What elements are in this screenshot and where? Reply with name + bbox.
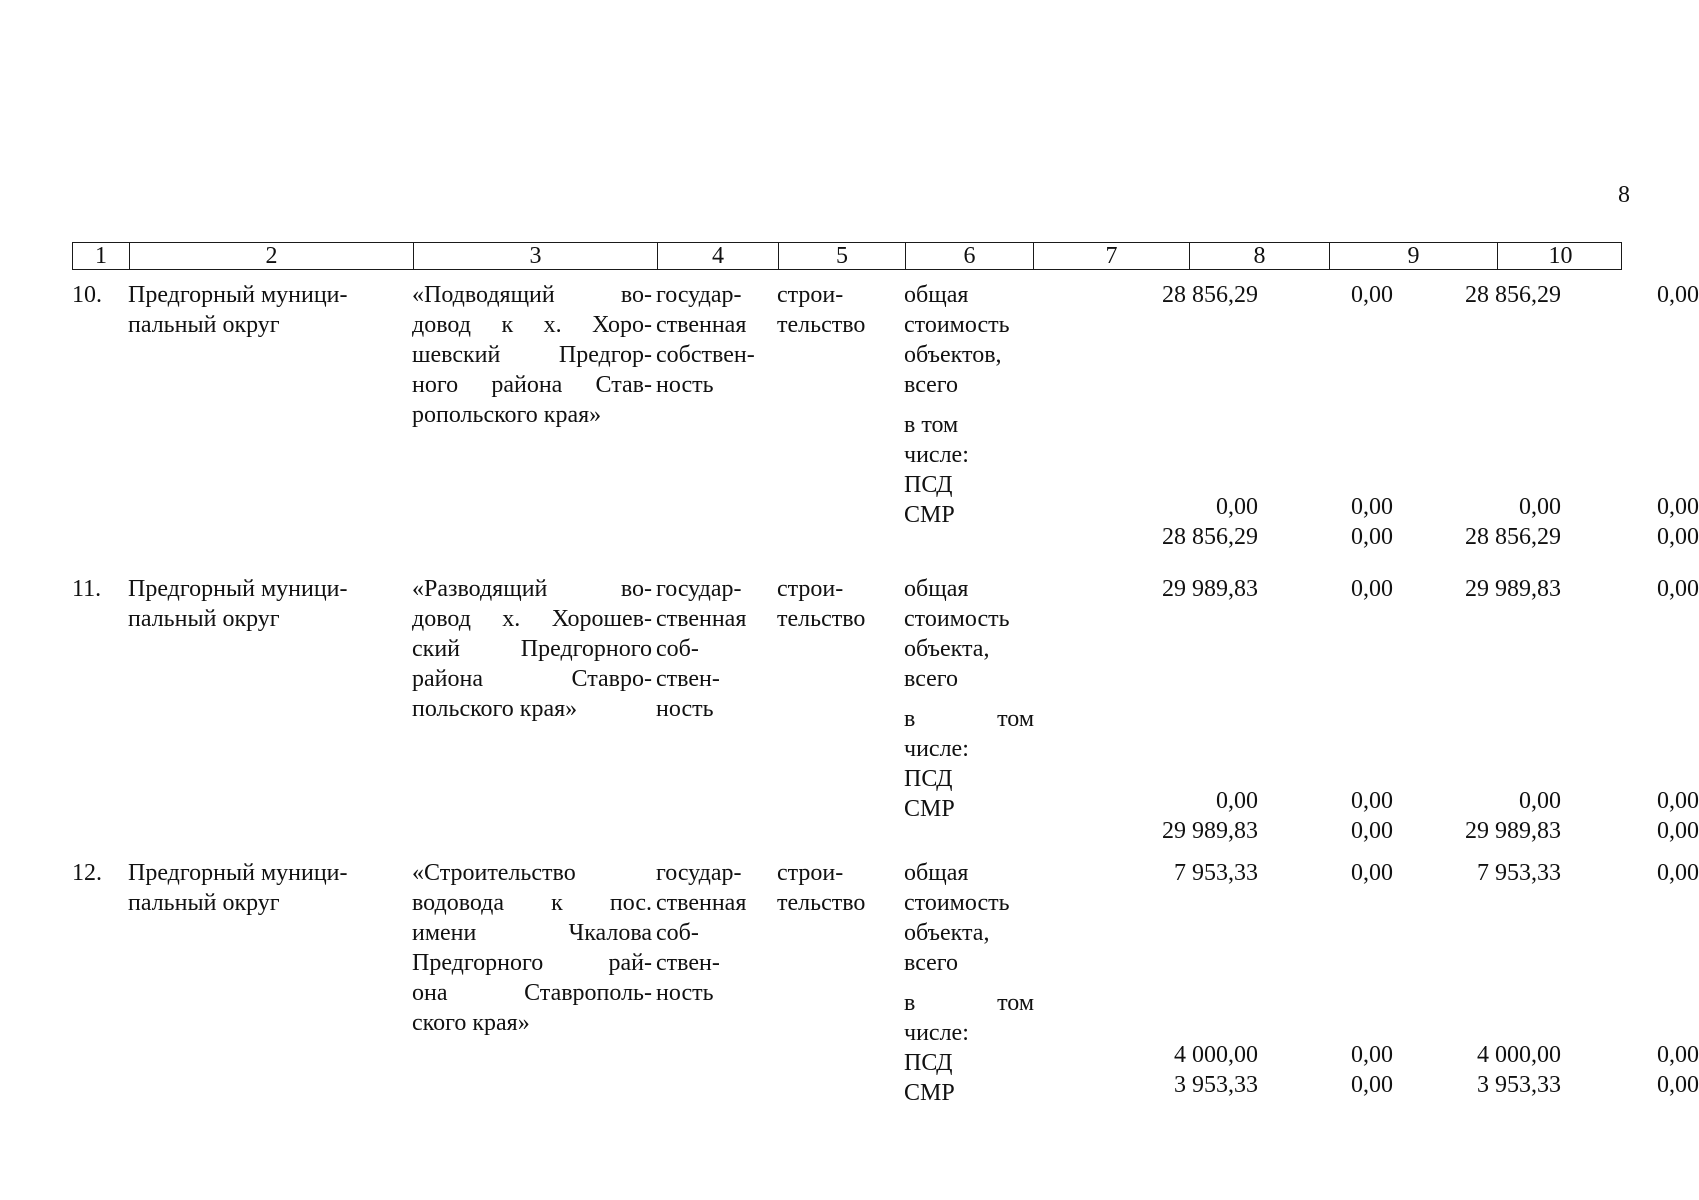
ownership-line: соб- [656, 920, 699, 946]
municipality-line: пальный округ [128, 312, 280, 338]
psd-value: 4 000,00 [1477, 1042, 1561, 1068]
total-value: 0,00 [1351, 860, 1393, 886]
smr-label: СМР [904, 796, 955, 822]
object-line: «Разводящий во- [412, 576, 652, 602]
cost-label-cell [904, 858, 1034, 1108]
incl-label-line: числе: [904, 442, 969, 468]
table-row [72, 280, 1699, 560]
object-line: «Подводящий во- [412, 282, 652, 308]
table-row [72, 574, 1699, 844]
psd-value: 0,00 [1216, 788, 1258, 814]
header-col-5: 5 [778, 243, 905, 269]
col7-values [1040, 280, 1258, 552]
object-line: шевский Предгор- [412, 342, 652, 368]
total-value: 0,00 [1657, 576, 1699, 602]
total-value: 28 856,29 [1465, 282, 1561, 308]
municipality-line: Предгорный муници- [128, 576, 348, 602]
ownership-cell [656, 574, 786, 724]
ownership-cell [656, 858, 786, 1008]
ownership-line: ность [656, 980, 714, 1006]
cost-label-line: стоимость [904, 606, 1010, 632]
ownership-line: ствен- [656, 950, 720, 976]
row-number: 11. [72, 576, 102, 602]
incl-label-line: числе: [904, 1020, 969, 1046]
ownership-line: ность [656, 696, 714, 722]
cost-label-line: общая [904, 282, 969, 308]
work-type-line: тельство [777, 312, 866, 338]
work-type-line: строи- [777, 282, 844, 308]
municipality-cell [128, 858, 398, 918]
page-number: 8 [1618, 182, 1630, 208]
psd-label: ПСД [904, 1050, 953, 1076]
cost-label-cell [904, 574, 1034, 824]
header-col-2: 2 [129, 243, 413, 269]
smr-value: 0,00 [1657, 818, 1699, 844]
header-col-6: 6 [905, 243, 1033, 269]
ownership-line: ность [656, 372, 714, 398]
cost-label-line: общая [904, 576, 969, 602]
smr-value: 0,00 [1657, 524, 1699, 550]
cost-label-line: объектов, [904, 342, 1002, 368]
object-line: района Ставро- [412, 666, 652, 692]
header-col-9: 9 [1329, 243, 1497, 269]
ownership-line: ственная [656, 606, 747, 632]
row-number: 10. [72, 282, 102, 308]
cost-label-line: всего [904, 372, 959, 398]
smr-label: СМР [904, 502, 955, 528]
psd-label: ПСД [904, 472, 953, 498]
cost-label-line: объекта, [904, 920, 990, 946]
ownership-line: ственная [656, 890, 747, 916]
psd-value: 0,00 [1351, 494, 1393, 520]
total-value: 7 953,33 [1174, 860, 1258, 886]
cost-label-line: всего [904, 666, 959, 692]
total-value: 0,00 [1657, 860, 1699, 886]
total-value: 29 989,83 [1465, 576, 1561, 602]
smr-value: 0,00 [1351, 524, 1393, 550]
ownership-line: государ- [656, 282, 742, 308]
smr-value: 28 856,29 [1465, 524, 1561, 550]
work-type-line: строи- [777, 860, 844, 886]
work-type-cell [777, 280, 897, 340]
ownership-line: ственная [656, 312, 747, 338]
col10-values [1561, 858, 1699, 1100]
object-line: водовода к пос. [412, 890, 652, 916]
municipality-line: Предгорный муници- [128, 282, 348, 308]
psd-value: 0,00 [1351, 788, 1393, 814]
cost-label-line: стоимость [904, 312, 1010, 338]
psd-value: 0,00 [1216, 494, 1258, 520]
col9-values [1393, 574, 1561, 846]
col7-values [1040, 574, 1258, 846]
header-col-3: 3 [413, 243, 657, 269]
object-line: имени Чкалова [412, 920, 652, 946]
header-col-10: 10 [1497, 243, 1623, 269]
col10-values [1561, 280, 1699, 552]
work-type-line: тельство [777, 890, 866, 916]
col8-values [1258, 858, 1393, 1100]
work-type-line: тельство [777, 606, 866, 632]
header-col-4: 4 [657, 243, 778, 269]
object-line: Предгорного рай- [412, 950, 652, 976]
total-value: 0,00 [1657, 282, 1699, 308]
psd-value: 4 000,00 [1174, 1042, 1258, 1068]
total-value: 28 856,29 [1162, 282, 1258, 308]
cost-label-line: всего [904, 950, 959, 976]
object-line: довод х. Хорошев- [412, 606, 652, 632]
object-line: довод к х. Хоро- [412, 312, 652, 338]
psd-value: 0,00 [1657, 494, 1699, 520]
smr-value: 0,00 [1351, 1072, 1393, 1098]
incl-label-line: в том [904, 990, 1034, 1016]
cost-label-line: общая [904, 860, 969, 886]
work-type-line: строи- [777, 576, 844, 602]
work-type-cell [777, 858, 897, 918]
municipality-cell [128, 280, 398, 340]
smr-value: 29 989,83 [1162, 818, 1258, 844]
smr-value: 0,00 [1351, 818, 1393, 844]
psd-value: 0,00 [1657, 788, 1699, 814]
municipality-line: пальный округ [128, 606, 280, 632]
col7-values [1040, 858, 1258, 1100]
ownership-line: собствен- [656, 342, 755, 368]
ownership-line: государ- [656, 576, 742, 602]
table-row [72, 858, 1699, 1138]
smr-value: 29 989,83 [1465, 818, 1561, 844]
incl-label-line: в том [904, 706, 1034, 732]
object-line: «Строительство [412, 860, 576, 886]
ownership-cell [656, 280, 786, 400]
smr-value: 3 953,33 [1477, 1072, 1561, 1098]
psd-value: 0,00 [1519, 494, 1561, 520]
header-col-7: 7 [1033, 243, 1189, 269]
smr-value: 0,00 [1657, 1072, 1699, 1098]
ownership-line: соб- [656, 636, 699, 662]
col9-values [1393, 280, 1561, 552]
object-cell [412, 574, 652, 724]
cost-label-line: стоимость [904, 890, 1010, 916]
psd-value: 0,00 [1519, 788, 1561, 814]
cost-label-line: объекта, [904, 636, 990, 662]
cost-label-cell [904, 280, 1034, 530]
object-line: польского края» [412, 696, 578, 722]
smr-label: СМР [904, 1080, 955, 1106]
smr-value: 28 856,29 [1162, 524, 1258, 550]
col9-values [1393, 858, 1561, 1100]
object-line: ропольского края» [412, 402, 602, 428]
object-cell [412, 858, 652, 1038]
smr-value: 3 953,33 [1174, 1072, 1258, 1098]
incl-label-line: числе: [904, 736, 969, 762]
municipality-line: Предгорный муници- [128, 860, 348, 886]
total-value: 29 989,83 [1162, 576, 1258, 602]
header-col-8: 8 [1189, 243, 1329, 269]
table-header-row [72, 242, 1622, 270]
object-line: ский Предгорного [412, 636, 652, 662]
col8-values [1258, 280, 1393, 552]
incl-label-line: в том [904, 412, 959, 438]
work-type-cell [777, 574, 897, 634]
total-value: 0,00 [1351, 282, 1393, 308]
total-value: 7 953,33 [1477, 860, 1561, 886]
object-line: она Ставрополь- [412, 980, 652, 1006]
total-value: 0,00 [1351, 576, 1393, 602]
object-cell [412, 280, 652, 430]
municipality-line: пальный округ [128, 890, 280, 916]
col8-values [1258, 574, 1393, 846]
ownership-line: государ- [656, 860, 742, 886]
col10-values [1561, 574, 1699, 846]
psd-label: ПСД [904, 766, 953, 792]
object-line: ского края» [412, 1010, 530, 1036]
ownership-line: ствен- [656, 666, 720, 692]
municipality-cell [128, 574, 398, 634]
row-number: 12. [72, 860, 102, 886]
object-line: ного района Став- [412, 372, 652, 398]
psd-value: 0,00 [1657, 1042, 1699, 1068]
psd-value: 0,00 [1351, 1042, 1393, 1068]
header-col-1: 1 [95, 243, 107, 269]
